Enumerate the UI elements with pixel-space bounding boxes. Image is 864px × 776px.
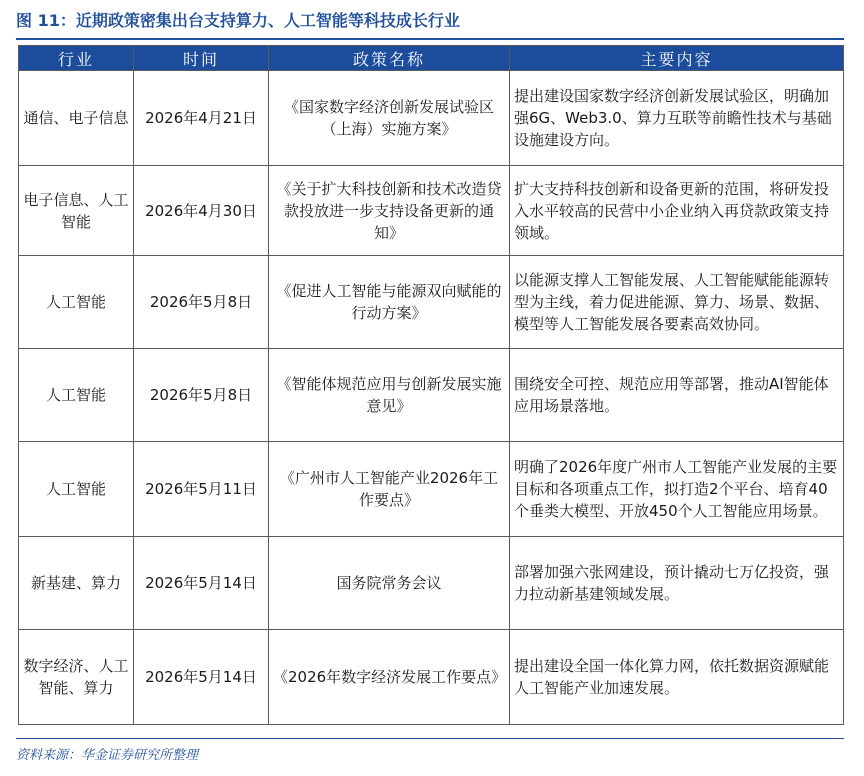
cell-policy-name: 《促进人工智能与能源双向赋能的行动方案》 <box>269 256 510 349</box>
cell-date: 2026年5月14日 <box>134 630 269 725</box>
cell-main-content: 部署加强六张网建设，预计撬动七万亿投资，强力拉动新基建领域发展。 <box>510 537 844 630</box>
cell-policy-name: 国务院常务会议 <box>269 537 510 630</box>
cell-date: 2026年5月8日 <box>134 349 269 442</box>
cell-date: 2026年4月21日 <box>134 71 269 166</box>
cell-policy-name: 《2026年数字经济发展工作要点》 <box>269 630 510 725</box>
cell-industry: 电子信息、人工智能 <box>19 166 134 256</box>
cell-date: 2026年5月14日 <box>134 537 269 630</box>
table-row <box>19 166 844 256</box>
cell-industry: 人工智能 <box>19 256 134 349</box>
cell-main-content: 提出建设国家数字经济创新发展试验区，明确加强6G、Web3.0、算力互联等前瞻性技术与基础设施建设方向。 <box>510 71 844 166</box>
cell-industry: 人工智能 <box>19 349 134 442</box>
cell-industry: 新基建、算力 <box>19 537 134 630</box>
cell-date: 2026年5月8日 <box>134 256 269 349</box>
table-header-row <box>19 46 844 71</box>
table-row <box>19 349 844 442</box>
cell-main-content: 明确了2026年度广州市人工智能产业发展的主要目标和各项重点工作，拟打造2个平台、培育40个垂类大模型、开放450个人工智能应用场景。 <box>510 442 844 537</box>
cell-policy-name: 《智能体规范应用与创新发展实施意见》 <box>269 349 510 442</box>
title-divider <box>16 38 844 40</box>
footer-divider <box>16 738 844 739</box>
cell-date: 2026年4月30日 <box>134 166 269 256</box>
cell-main-content: 围绕安全可控、规范应用等部署，推动AI智能体应用场景落地。 <box>510 349 844 442</box>
cell-main-content: 扩大支持科技创新和设备更新的范围，将研发投入水平较高的民营中小企业纳入再贷款政策支持领域。 <box>510 166 844 256</box>
cell-policy-name: 《国家数字经济创新发展试验区（上海）实施方案》 <box>269 71 510 166</box>
cell-main-content: 提出建设全国一体化算力网，依托数据资源赋能人工智能产业加速发展。 <box>510 630 844 725</box>
cell-industry: 人工智能 <box>19 442 134 537</box>
source-note: 资料来源：华金证券研究所整理 <box>16 748 199 763</box>
header-date: 时间 <box>134 46 269 71</box>
cell-industry: 数字经济、人工智能、算力 <box>19 630 134 725</box>
cell-date: 2026年5月11日 <box>134 442 269 537</box>
cell-main-content: 以能源支撑人工智能发展、人工智能赋能能源转型为主线，着力促进能源、算力、场景、数据、模型等人工智能发展各要素高效协同。 <box>510 256 844 349</box>
table-row <box>19 256 844 349</box>
table-row <box>19 537 844 630</box>
header-main-content: 主要内容 <box>510 46 844 71</box>
cell-policy-name: 《广州市人工智能产业2026年工作要点》 <box>269 442 510 537</box>
policy-table <box>18 45 844 725</box>
table-row <box>19 71 844 166</box>
header-industry: 行业 <box>19 46 134 71</box>
cell-industry: 通信、电子信息 <box>19 71 134 166</box>
figure-title: 图 11：近期政策密集出台支持算力、人工智能等科技成长行业 <box>16 11 460 30</box>
table-row <box>19 630 844 725</box>
header-policy-name: 政策名称 <box>269 46 510 71</box>
table-row <box>19 442 844 537</box>
cell-policy-name: 《关于扩大科技创新和技术改造贷款投放进一步支持设备更新的通知》 <box>269 166 510 256</box>
